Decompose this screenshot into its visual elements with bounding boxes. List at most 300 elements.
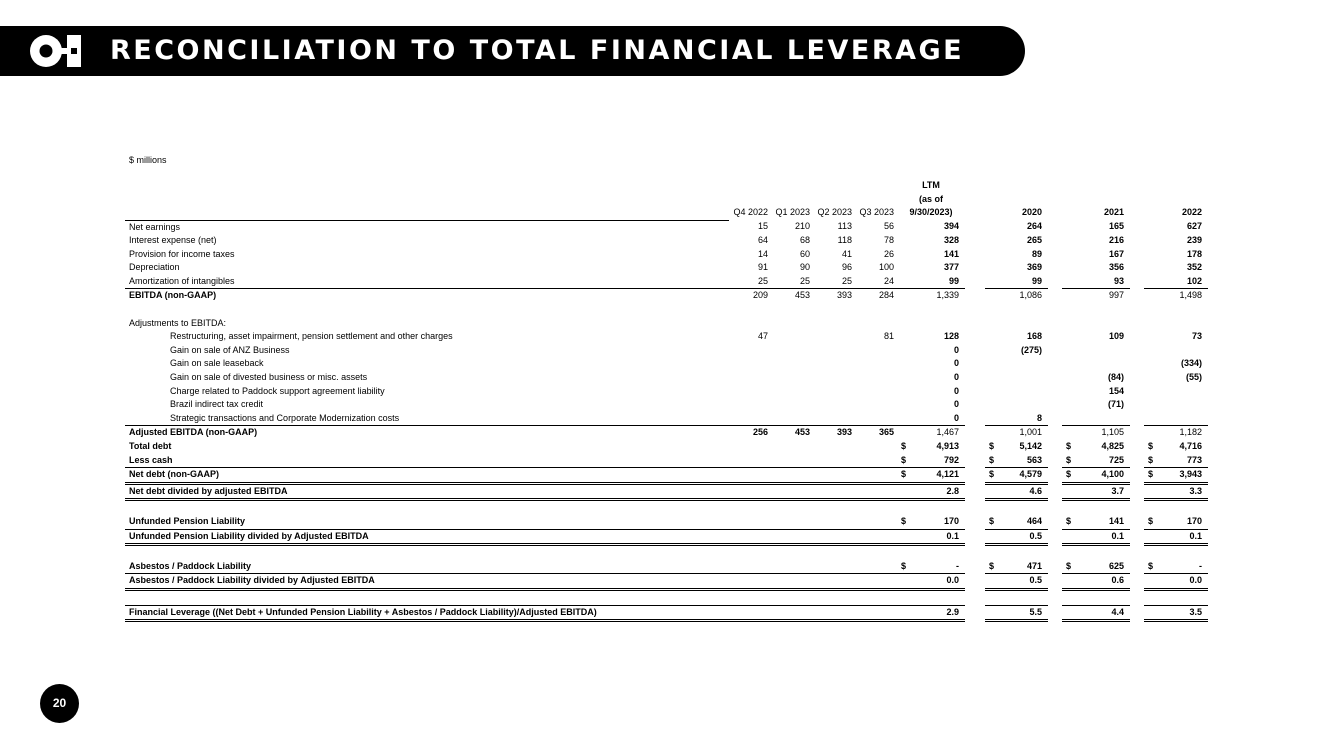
ltm-value: 0 (954, 358, 960, 369)
quarter-value (813, 529, 855, 545)
quarter-value (729, 468, 771, 484)
quarter-value (855, 412, 897, 426)
quarter-value (771, 468, 813, 484)
row-label: Unfunded Pension Liability (125, 515, 729, 529)
currency-symbol: $ (897, 515, 913, 529)
year-value: 3.3 (1160, 483, 1208, 500)
quarter-value (855, 357, 897, 371)
currency-symbol (897, 371, 913, 385)
currency-symbol (1144, 385, 1160, 399)
table-row-anz (125, 344, 1208, 358)
quarter-value (729, 605, 771, 621)
currency-symbol (985, 385, 1001, 399)
currency-symbol (1062, 330, 1078, 344)
row-label: Brazil indirect tax credit (170, 399, 264, 410)
year-value: 3,943 (1160, 468, 1208, 484)
currency-symbol: $ (1144, 560, 1160, 574)
col-q1-2023: Q1 2023 (775, 207, 810, 218)
quarter-value (771, 454, 813, 468)
row-label: Gain on sale leaseback (170, 358, 264, 369)
row-label: Interest expense (net) (129, 235, 217, 246)
year-value: 167 (1108, 248, 1125, 259)
quarter-value (729, 454, 771, 468)
currency-symbol (1062, 275, 1078, 289)
table-row-asbestos-ratio (125, 574, 1208, 590)
currency-symbol (1144, 248, 1160, 262)
quarter-value (813, 440, 855, 454)
currency-symbol (1062, 574, 1078, 590)
row-label: Adjustments to EBITDA: (129, 317, 227, 328)
row-label: Total debt (129, 441, 172, 451)
year-value: 0.5 (1001, 574, 1048, 590)
year-value: 4.4 (1078, 605, 1130, 621)
year-value (1160, 385, 1208, 399)
currency-symbol (985, 412, 1001, 426)
col-ltm (897, 178, 965, 220)
currency-symbol (1062, 344, 1078, 358)
ltm-value: 141 (943, 248, 960, 259)
ltm-value: 0.1 (913, 529, 965, 545)
year-value: 8 (1001, 412, 1048, 426)
currency-symbol (1144, 357, 1160, 371)
table-row-total-debt (125, 440, 1208, 454)
year-value: 141 (1078, 515, 1130, 529)
year-value: 563 (1001, 454, 1048, 468)
row-label: Amortization of intangibles (125, 275, 729, 289)
year-value: 725 (1078, 454, 1130, 468)
quarter-value: 24 (855, 275, 897, 289)
ltm-value: 1,467 (936, 427, 960, 438)
row-label: Net debt divided by adjusted EBITDA (125, 483, 729, 500)
year-value: 1,086 (1019, 290, 1043, 301)
currency-symbol (1144, 261, 1160, 275)
quarter-value (771, 344, 813, 358)
quarter-value (813, 483, 855, 500)
quarter-value: 60 (799, 248, 810, 259)
year-value: 170 (1160, 515, 1208, 529)
currency-symbol (897, 529, 913, 545)
quarter-value (729, 483, 771, 500)
year-value: 264 (1026, 221, 1043, 232)
currency-symbol: $ (985, 560, 1001, 574)
quarter-value (771, 515, 813, 529)
quarter-value (855, 385, 897, 399)
currency-symbol: $ (897, 560, 913, 574)
quarter-value (855, 574, 897, 590)
quarter-value (855, 605, 897, 621)
quarter-value: 25 (729, 275, 771, 289)
currency-symbol (1144, 275, 1160, 289)
spacer-row (125, 589, 1208, 605)
year-value: 4.6 (1001, 483, 1048, 500)
ltm-value: 170 (913, 515, 965, 529)
row-label: Net debt (non-GAAP) (125, 468, 729, 484)
column-header-row (125, 178, 1208, 220)
quarter-value: 118 (837, 235, 852, 246)
quarter-value: 64 (757, 235, 768, 246)
quarter-value (855, 468, 897, 484)
currency-symbol: $ (985, 468, 1001, 484)
year-value: 99 (1001, 275, 1048, 289)
year-value: 3.7 (1078, 483, 1130, 500)
currency-symbol (1062, 248, 1078, 262)
year-value: 0.1 (1160, 529, 1208, 545)
row-label: Gain on sale of divested business or misc. assets (170, 372, 368, 383)
table-row-depr (125, 261, 1208, 275)
col-q2-2023: Q2 2023 (817, 207, 852, 218)
currency-symbol (985, 426, 1001, 440)
table-row-brazil (125, 398, 1208, 412)
currency-symbol: $ (1062, 515, 1078, 529)
quarter-value: 91 (757, 262, 768, 273)
currency-symbol (985, 574, 1001, 590)
table-row-pension (125, 515, 1208, 529)
quarter-value (813, 605, 855, 621)
quarter-value (729, 344, 771, 358)
currency-symbol: $ (1144, 468, 1160, 484)
quarter-value: 47 (757, 331, 768, 342)
ltm-value: 2.9 (913, 605, 965, 621)
year-value (1078, 357, 1130, 371)
currency-symbol (897, 220, 913, 234)
year-value: 4,825 (1101, 441, 1125, 451)
year-value: 773 (1160, 454, 1208, 468)
col-q4-2022: Q4 2022 (733, 207, 768, 218)
currency-symbol (985, 261, 1001, 275)
year-value: 178 (1186, 248, 1203, 259)
currency-symbol: $ (1144, 454, 1160, 468)
currency-symbol (1144, 344, 1160, 358)
quarter-value (855, 454, 897, 468)
year-value (1078, 344, 1130, 358)
row-label: Strategic transactions and Corporate Modernization costs (125, 412, 729, 426)
quarter-value: 26 (883, 248, 894, 259)
currency-symbol (897, 344, 913, 358)
quarter-value (813, 330, 855, 344)
currency-symbol (1144, 220, 1160, 234)
currency-symbol: $ (985, 515, 1001, 529)
currency-symbol (1062, 371, 1078, 385)
quarter-value: 453 (794, 290, 810, 301)
year-value: (334) (1181, 358, 1203, 369)
quarter-value (771, 385, 813, 399)
year-value: 3.5 (1160, 605, 1208, 621)
table-row-interest (125, 234, 1208, 248)
currency-symbol (1144, 574, 1160, 590)
quarter-value (729, 560, 771, 574)
quarter-value (813, 560, 855, 574)
currency-symbol (897, 248, 913, 262)
currency-symbol (897, 483, 913, 500)
quarter-value: 113 (837, 221, 852, 232)
year-value: 5.5 (1001, 605, 1048, 621)
currency-symbol (985, 248, 1001, 262)
currency-symbol (985, 529, 1001, 545)
spacer-row (125, 500, 1208, 515)
currency-symbol: $ (897, 468, 913, 484)
quarter-value (771, 412, 813, 426)
currency-symbol (897, 261, 913, 275)
quarter-value (771, 574, 813, 590)
quarter-value (771, 605, 813, 621)
currency-symbol: $ (1062, 468, 1078, 484)
ltm-line3: 9/30/2023) (909, 207, 953, 218)
quarter-value: 41 (841, 248, 852, 259)
year-value: 627 (1186, 221, 1203, 232)
ltm-value: 0 (913, 412, 965, 426)
year-value: 471 (1001, 560, 1048, 574)
year-value: - (1160, 560, 1208, 574)
quarter-value: 56 (883, 221, 894, 232)
currency-symbol (985, 220, 1001, 234)
year-value: 625 (1078, 560, 1130, 574)
currency-symbol (985, 330, 1001, 344)
quarter-value (729, 529, 771, 545)
ltm-value: 328 (943, 235, 960, 246)
quarter-value (813, 398, 855, 412)
year-value: 1,498 (1179, 290, 1203, 301)
currency-symbol (1062, 398, 1078, 412)
ltm-value: 0 (954, 344, 960, 355)
quarter-value: 81 (883, 331, 894, 342)
quarter-value (855, 440, 897, 454)
currency-symbol (897, 330, 913, 344)
table-row-strategic (125, 412, 1208, 426)
quarter-value (813, 371, 855, 385)
row-label: Restructuring, asset impairment, pension settlement and other charges (170, 331, 453, 342)
quarter-value (729, 412, 771, 426)
quarter-value: 393 (836, 290, 852, 301)
currency-symbol (1144, 398, 1160, 412)
quarter-value (855, 371, 897, 385)
year-value: (71) (1108, 399, 1125, 410)
currency-symbol (985, 275, 1001, 289)
currency-symbol (897, 574, 913, 590)
year-value: 352 (1186, 262, 1203, 273)
currency-symbol: $ (1148, 441, 1154, 451)
year-value: 0.1 (1078, 529, 1130, 545)
quarter-value (813, 515, 855, 529)
currency-symbol: $ (901, 441, 907, 451)
currency-symbol (1144, 289, 1160, 303)
year-value: 4,100 (1078, 468, 1130, 484)
row-label: Asbestos / Paddock Liability divided by Adjusted EBITDA (125, 574, 729, 590)
page-title: RECONCILIATION TO TOTAL FINANCIAL LEVERAGE (110, 35, 965, 66)
year-value: (84) (1108, 372, 1125, 383)
year-value: 997 (1108, 290, 1125, 301)
year-value: 0.6 (1078, 574, 1130, 590)
currency-symbol (1144, 529, 1160, 545)
table-row-divested (125, 371, 1208, 385)
units-label: $ millions (129, 155, 167, 165)
table-row-amort (125, 275, 1208, 289)
table-row-asbestos (125, 560, 1208, 574)
row-label: Asbestos / Paddock Liability (125, 560, 729, 574)
currency-symbol: $ (989, 441, 995, 451)
year-value: 165 (1108, 221, 1125, 232)
quarter-value (771, 529, 813, 545)
year-value (1160, 412, 1208, 426)
ltm-value: 99 (913, 275, 965, 289)
ltm-value: 377 (943, 262, 960, 273)
year-value (1001, 357, 1048, 371)
quarter-value: 15 (757, 221, 768, 232)
o-i-logo-icon (30, 35, 82, 67)
row-label: Depreciation (129, 262, 180, 273)
quarter-value: 68 (799, 235, 810, 246)
quarter-value: 393 (836, 427, 852, 438)
currency-symbol (1062, 483, 1078, 500)
currency-symbol (897, 275, 913, 289)
quarter-value: 256 (752, 427, 768, 438)
quarter-value (771, 357, 813, 371)
year-value: 369 (1026, 262, 1043, 273)
year-value: (55) (1186, 372, 1203, 383)
table-row-leverage (125, 605, 1208, 621)
ltm-value: 128 (943, 331, 960, 342)
ltm-value: 792 (913, 454, 965, 468)
quarter-value: 90 (799, 262, 810, 273)
page-number: 20 (40, 684, 79, 723)
year-value: 4,579 (1001, 468, 1048, 484)
quarter-value: 284 (878, 290, 894, 301)
year-value: 102 (1160, 275, 1208, 289)
quarter-value: 96 (841, 262, 852, 273)
year-value: 93 (1078, 275, 1130, 289)
quarter-value (771, 371, 813, 385)
table-row-adj-header (125, 317, 1208, 331)
year-value: 216 (1108, 235, 1125, 246)
ltm-value: 4,913 (936, 441, 960, 451)
quarter-value (771, 440, 813, 454)
currency-symbol (1062, 426, 1078, 440)
row-label: Provision for income taxes (129, 248, 235, 259)
year-value (1001, 385, 1048, 399)
currency-symbol: $ (897, 454, 913, 468)
quarter-value (729, 357, 771, 371)
year-value: 265 (1026, 235, 1043, 246)
currency-symbol (897, 385, 913, 399)
quarter-value: 25 (813, 275, 855, 289)
row-label: Unfunded Pension Liability divided by Adjusted EBITDA (125, 529, 729, 545)
currency-symbol (897, 426, 913, 440)
quarter-value: 14 (757, 248, 768, 259)
table-row-leaseback (125, 357, 1208, 371)
ltm-line1: LTM (922, 180, 940, 191)
quarter-value: 365 (878, 427, 894, 438)
currency-symbol (1144, 605, 1160, 621)
row-label: Financial Leverage ((Net Debt + Unfunded Pension Liability + Asbestos / Paddock Liability)/Adjusted EBITDA) (125, 605, 729, 621)
quarter-value (729, 398, 771, 412)
table-row-pension-ratio (125, 529, 1208, 545)
quarter-value (855, 529, 897, 545)
currency-symbol (1062, 529, 1078, 545)
row-label: Gain on sale of ANZ Business (170, 344, 290, 355)
currency-symbol: $ (1066, 441, 1072, 451)
ltm-value: 1,339 (936, 290, 960, 301)
quarter-value (771, 398, 813, 412)
reconciliation-table (125, 178, 1208, 622)
quarter-value (855, 560, 897, 574)
currency-symbol (985, 289, 1001, 303)
currency-symbol (897, 289, 913, 303)
currency-symbol (985, 234, 1001, 248)
currency-symbol (1062, 412, 1078, 426)
quarter-value (729, 371, 771, 385)
year-value: 89 (1032, 248, 1043, 259)
quarter-value (771, 483, 813, 500)
ltm-value: 0 (954, 385, 960, 396)
year-value: 154 (1108, 385, 1125, 396)
year-value: 356 (1108, 262, 1125, 273)
table-row-net-earnings (125, 220, 1208, 234)
ltm-value: 2.8 (913, 483, 965, 500)
row-label: Net earnings (129, 221, 181, 232)
table-row-less-cash (125, 454, 1208, 468)
currency-symbol (1144, 483, 1160, 500)
year-value: 5,142 (1019, 441, 1043, 451)
currency-symbol: $ (985, 454, 1001, 468)
table-row-nd-ratio (125, 483, 1208, 500)
quarter-value: 210 (794, 221, 810, 232)
table-row-net-debt (125, 468, 1208, 484)
year-value: 1,001 (1019, 427, 1043, 438)
currency-symbol (1062, 234, 1078, 248)
quarter-value: 209 (752, 290, 768, 301)
quarter-value (855, 344, 897, 358)
ltm-value: 0 (954, 399, 960, 410)
col-2020: 2020 (1021, 207, 1043, 218)
spacer-row (125, 545, 1208, 560)
year-value: 73 (1192, 331, 1203, 342)
quarter-value (813, 344, 855, 358)
currency-symbol (897, 357, 913, 371)
row-label: Charge related to Paddock support agreement liability (170, 385, 385, 396)
year-value: 1,182 (1179, 427, 1203, 438)
currency-symbol (985, 371, 1001, 385)
year-value: 239 (1186, 235, 1203, 246)
ltm-value: 0 (954, 372, 960, 383)
quarter-value: 25 (771, 275, 813, 289)
currency-symbol (897, 605, 913, 621)
table-row-restructuring (125, 330, 1208, 344)
currency-symbol: $ (1144, 515, 1160, 529)
quarter-value (855, 515, 897, 529)
quarter-value (771, 560, 813, 574)
quarter-value (771, 330, 813, 344)
quarter-value (729, 385, 771, 399)
currency-symbol (985, 344, 1001, 358)
quarter-value (729, 574, 771, 590)
col-2022: 2022 (1181, 207, 1203, 218)
col-q3-2023: Q3 2023 (859, 207, 894, 218)
quarter-value: 100 (878, 262, 894, 273)
year-value (1001, 371, 1048, 385)
currency-symbol: $ (1062, 454, 1078, 468)
currency-symbol (897, 234, 913, 248)
currency-symbol (1144, 330, 1160, 344)
ltm-line2: (as of (919, 193, 944, 204)
quarter-value: 78 (883, 235, 894, 246)
currency-symbol (897, 412, 913, 426)
spacer-row (125, 303, 1208, 317)
quarter-value (855, 398, 897, 412)
currency-symbol (1062, 357, 1078, 371)
currency-symbol (1062, 289, 1078, 303)
currency-symbol (1144, 426, 1160, 440)
currency-symbol (985, 357, 1001, 371)
ltm-value: - (913, 560, 965, 574)
